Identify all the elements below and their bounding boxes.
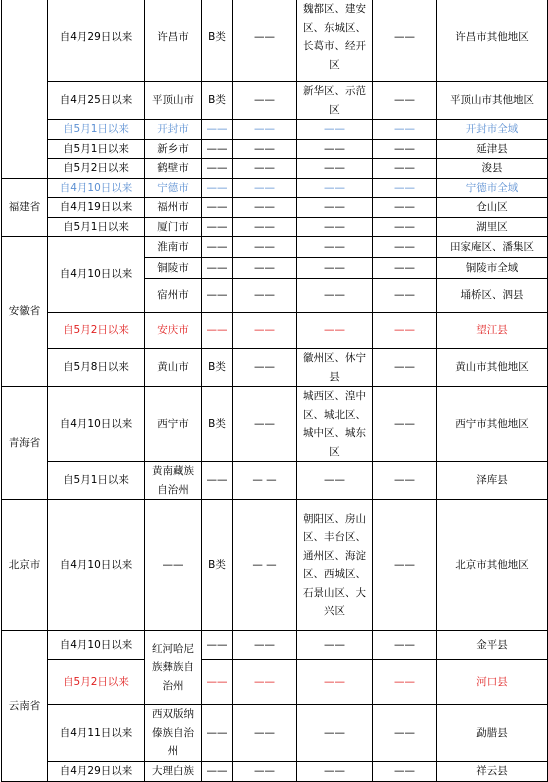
- date-cell: 自4月10日以来: [48, 387, 145, 462]
- dash-cell: ——: [233, 237, 297, 258]
- dash-cell: ——: [233, 217, 297, 237]
- district-cell: ——: [297, 178, 373, 198]
- district-cell: ——: [297, 462, 373, 500]
- level-cell: ——: [202, 660, 233, 705]
- level-cell: ——: [202, 237, 233, 258]
- risk-area-table: [1, 0, 548, 782]
- table-row: [2, 761, 548, 781]
- dash-cell: ——: [233, 139, 297, 159]
- district-cell: 魏都区、建安区、东城区、长葛市、经开区: [297, 0, 373, 82]
- dash-cell: ——: [373, 120, 437, 140]
- province-cell: 青海省: [2, 387, 48, 500]
- dash-cell: ——: [373, 387, 437, 462]
- dash-cell: ——: [233, 761, 297, 781]
- dash-cell: ——: [233, 198, 297, 218]
- date-cell: 自5月1日以来: [48, 217, 145, 237]
- table-row: [2, 120, 548, 140]
- district-cell: ——: [297, 660, 373, 705]
- district-cell: ——: [297, 258, 373, 279]
- province-cell: [2, 0, 48, 178]
- date-cell: 自5月1日以来: [48, 462, 145, 500]
- date-cell: 自4月10日以来: [48, 237, 145, 313]
- area-cell: 望江县: [437, 313, 548, 349]
- table-row: [2, 313, 548, 349]
- city-cell: 铜陵市: [145, 258, 202, 279]
- city-cell: 黄山市: [145, 349, 202, 387]
- dash-cell: ——: [373, 279, 437, 313]
- province-cell: 云南省: [2, 631, 48, 782]
- district-cell: ——: [297, 217, 373, 237]
- level-cell: ——: [202, 159, 233, 179]
- table-row: [2, 0, 548, 82]
- area-cell: 延津县: [437, 139, 548, 159]
- district-cell: ——: [297, 279, 373, 313]
- area-cell: 黄山市其他地区: [437, 349, 548, 387]
- city-cell: 开封市: [145, 120, 202, 140]
- table-row: [2, 237, 548, 258]
- level-cell: ——: [202, 178, 233, 198]
- district-cell: ——: [297, 139, 373, 159]
- level-cell: ——: [202, 631, 233, 660]
- city-cell: 红河哈尼族彝族自治州: [145, 631, 202, 705]
- district-cell: 新华区、示范区: [297, 82, 373, 120]
- area-cell: 金平县: [437, 631, 548, 660]
- district-cell: ——: [297, 237, 373, 258]
- date-cell: 自5月1日以来: [48, 120, 145, 140]
- city-cell: 宁德市: [145, 178, 202, 198]
- date-cell: 自4月19日以来: [48, 198, 145, 218]
- date-cell: 自5月2日以来: [48, 660, 145, 705]
- level-cell: ——: [202, 217, 233, 237]
- level-cell: B类: [202, 82, 233, 120]
- table-row: [2, 139, 548, 159]
- district-cell: ——: [297, 631, 373, 660]
- area-cell: 北京市其他地区: [437, 500, 548, 631]
- level-cell: ——: [202, 120, 233, 140]
- area-cell: 宁德市全域: [437, 178, 548, 198]
- level-cell: B类: [202, 349, 233, 387]
- city-cell: 许昌市: [145, 0, 202, 82]
- area-cell: 湖里区: [437, 217, 548, 237]
- dash-cell: ——: [233, 258, 297, 279]
- table-row: [2, 500, 548, 631]
- city-cell: 西宁市: [145, 387, 202, 462]
- date-cell: 自4月11日以来: [48, 705, 145, 762]
- area-cell: 仓山区: [437, 198, 548, 218]
- city-cell: 大理白族: [145, 761, 202, 781]
- date-cell: 自5月1日以来: [48, 139, 145, 159]
- date-cell: 自4月10日以来: [48, 500, 145, 631]
- table-row: [2, 198, 548, 218]
- table-row: [2, 462, 548, 500]
- district-cell: 城西区、湟中区、城北区、城中区、城东区: [297, 387, 373, 462]
- district-cell: 徽州区、休宁县: [297, 349, 373, 387]
- dash-cell: ——: [373, 349, 437, 387]
- area-cell: 泽库县: [437, 462, 548, 500]
- table-row: [2, 705, 548, 762]
- dash-cell: ——: [233, 349, 297, 387]
- district-cell: ——: [297, 313, 373, 349]
- table-row: [2, 660, 548, 705]
- area-cell: 平顶山市其他地区: [437, 82, 548, 120]
- district-cell: ——: [297, 761, 373, 781]
- area-cell: 许昌市其他地区: [437, 0, 548, 82]
- level-cell: ——: [202, 313, 233, 349]
- table-row: [2, 159, 548, 179]
- area-cell: 河口县: [437, 660, 548, 705]
- table-row: [2, 349, 548, 387]
- dash-cell: ——: [373, 258, 437, 279]
- province-cell: 安徽省: [2, 237, 48, 387]
- dash-cell: — —: [233, 500, 297, 631]
- dash-cell: ——: [233, 178, 297, 198]
- dash-cell: ——: [373, 237, 437, 258]
- dash-cell: ——: [373, 500, 437, 631]
- area-cell: 埇桥区、泗县: [437, 279, 548, 313]
- dash-cell: ——: [233, 387, 297, 462]
- dash-cell: ——: [373, 159, 437, 179]
- city-cell: 淮南市: [145, 237, 202, 258]
- table-row: [2, 178, 548, 198]
- date-cell: 自4月29日以来: [48, 761, 145, 781]
- dash-cell: ——: [373, 761, 437, 781]
- level-cell: ——: [202, 462, 233, 500]
- dash-cell: ——: [373, 139, 437, 159]
- district-cell: ——: [297, 705, 373, 762]
- district-cell: ——: [297, 159, 373, 179]
- city-cell: ——: [145, 500, 202, 631]
- dash-cell: ——: [373, 313, 437, 349]
- city-cell: 宿州市: [145, 279, 202, 313]
- province-cell: 北京市: [2, 500, 48, 631]
- dash-cell: ——: [233, 159, 297, 179]
- table-row: [2, 631, 548, 660]
- district-cell: 朝阳区、房山区、丰台区、通州区、海淀区、西城区、石景山区、大兴区: [297, 500, 373, 631]
- district-cell: ——: [297, 198, 373, 218]
- table-row: [2, 82, 548, 120]
- level-cell: B类: [202, 0, 233, 82]
- city-cell: 平顶山市: [145, 82, 202, 120]
- city-cell: 厦门市: [145, 217, 202, 237]
- dash-cell: ——: [373, 217, 437, 237]
- date-cell: 自5月2日以来: [48, 313, 145, 349]
- area-cell: 祥云县: [437, 761, 548, 781]
- level-cell: ——: [202, 279, 233, 313]
- city-cell: 黄南藏族自治州: [145, 462, 202, 500]
- date-cell: 自4月25日以来: [48, 82, 145, 120]
- dash-cell: ——: [373, 178, 437, 198]
- dash-cell: ——: [233, 120, 297, 140]
- city-cell: 新乡市: [145, 139, 202, 159]
- area-cell: 开封市全域: [437, 120, 548, 140]
- dash-cell: ——: [233, 313, 297, 349]
- table-row: [2, 217, 548, 237]
- level-cell: B类: [202, 387, 233, 462]
- dash-cell: ——: [233, 631, 297, 660]
- area-cell: 田家庵区、潘集区: [437, 237, 548, 258]
- city-cell: 安庆市: [145, 313, 202, 349]
- level-cell: ——: [202, 139, 233, 159]
- level-cell: ——: [202, 761, 233, 781]
- city-cell: 福州市: [145, 198, 202, 218]
- dash-cell: — —: [233, 462, 297, 500]
- area-cell: 浚县: [437, 159, 548, 179]
- area-cell: 勐腊县: [437, 705, 548, 762]
- table-row: [2, 387, 548, 462]
- dash-cell: ——: [373, 82, 437, 120]
- dash-cell: ——: [233, 82, 297, 120]
- dash-cell: ——: [233, 0, 297, 82]
- date-cell: 自4月29日以来: [48, 0, 145, 82]
- dash-cell: ——: [373, 462, 437, 500]
- province-cell: 福建省: [2, 178, 48, 237]
- city-cell: 鹤壁市: [145, 159, 202, 179]
- city-cell: 西双版纳傣族自治州: [145, 705, 202, 762]
- area-cell: 西宁市其他地区: [437, 387, 548, 462]
- district-cell: ——: [297, 120, 373, 140]
- level-cell: B类: [202, 500, 233, 631]
- dash-cell: ——: [373, 631, 437, 660]
- date-cell: 自5月2日以来: [48, 159, 145, 179]
- dash-cell: ——: [233, 279, 297, 313]
- level-cell: ——: [202, 705, 233, 762]
- date-cell: 自4月10日以来: [48, 631, 145, 660]
- level-cell: ——: [202, 258, 233, 279]
- dash-cell: ——: [233, 660, 297, 705]
- dash-cell: ——: [373, 0, 437, 82]
- date-cell: 自4月10日以来: [48, 178, 145, 198]
- dash-cell: ——: [233, 705, 297, 762]
- dash-cell: ——: [373, 660, 437, 705]
- date-cell: 自5月8日以来: [48, 349, 145, 387]
- dash-cell: ——: [373, 198, 437, 218]
- dash-cell: ——: [373, 705, 437, 762]
- level-cell: ——: [202, 198, 233, 218]
- area-cell: 铜陵市全域: [437, 258, 548, 279]
